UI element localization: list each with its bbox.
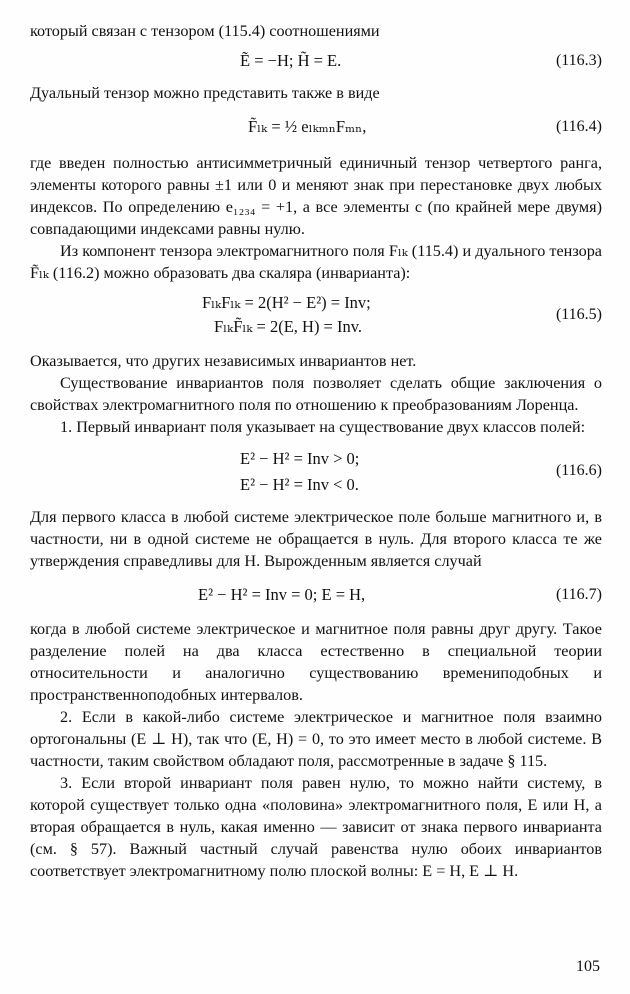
equation-line: E² − H² = Inv > 0;: [240, 449, 360, 468]
text-line: который связан с тензором (115.4) соотношениями: [30, 22, 380, 40]
page-number: 105: [576, 958, 600, 975]
equation-formula: E² − H² = Inv = 0; E = H,: [198, 585, 366, 604]
paragraph: Существование инвариантов поля позволяет сделать общие заключения о свойствах электромагнитного поля по отношению к преобразованиям Лоренца.: [30, 374, 602, 414]
paragraph: 2. Если в какой-либо системе электрическое и магнитное поля взаимно ортогональны (E ⊥ H), так что (E, H) = 0, то это имеет место в любой системе. В частности, таким свойством обладают поля, рассмотренные в задаче § 115.: [30, 708, 602, 770]
paragraph: где введен полностью антисимметричный единичный тензор четвертого ранга, элементы которого равны ±1 или 0 и меняют знак при перестановке двух любых индексов. По определению e₁₂₃₄ = +1, а все элементы с (по крайней мере двумя) совпадающими индексами равны нулю.: [30, 154, 602, 238]
equation-formula: F̃ₗₖ = ½ eₗₖₘₙFₘₙ,: [248, 117, 367, 136]
equation-116-4: [30, 104, 602, 152]
equation-116-5: [30, 284, 602, 350]
equation-line: FₗₖFₗₖ = 2(H² − E²) = Inv;: [202, 293, 371, 312]
equation-116-3: [30, 42, 602, 82]
equation-number: (116.6): [555, 462, 602, 479]
equation-formula: Ẽ = −H; H̃ = E.: [240, 51, 342, 70]
equation-line: FₗₖF̃ₗₖ = 2(E, H) = Inv.: [214, 317, 363, 336]
equation-116-7: [30, 572, 602, 618]
equation-116-6: [30, 438, 602, 506]
page-body: [30, 20, 602, 882]
equation-line: E² − H² = Inv < 0.: [240, 475, 359, 494]
paragraph: когда в любой системе электрическое и магнитное поля равны друг другу. Такое разделение полей на два класса естественно в специальной теории относительности и аналогично существованию времениподобных и пространственноподобных интервалов.: [30, 620, 602, 704]
equation-number: (116.7): [555, 586, 602, 603]
equation-number: (116.5): [555, 306, 602, 323]
equation-number: (116.4): [555, 118, 602, 135]
paragraph: Из компонент тензора электромагнитного поля Fₗₖ (115.4) и дуального тензора F̃ₗₖ (116.2) можно образовать два скаляра (инварианта):: [30, 242, 602, 282]
paragraph: Оказывается, что других независимых инвариантов нет.: [30, 352, 417, 370]
text-line: Дуальный тензор можно представить также в виде: [30, 84, 380, 102]
paragraph: 1. Первый инвариант поля указывает на существование двух классов полей:: [60, 418, 586, 436]
equation-number: (116.3): [555, 52, 602, 69]
paragraph: Для первого класса в любой системе электрическое поле больше магнитного и, в частности, ни в одной системе не обращается в нуль. Для второго класса те же утверждения справедливы для H. Вырожденным является случай: [30, 508, 602, 570]
paragraph: 3. Если второй инвариант поля равен нулю, то можно найти систему, в которой существует только одна «половина» электромагнитного поля, E или H, а вторая обращается в нуль, какая именно — зависит от знака первого инварианта (см. § 57). Важный частный случай равенства нулю обоих инвариантов соответствует электромагнитному полю плоской волны: E = H, E ⊥ H.: [30, 774, 602, 880]
